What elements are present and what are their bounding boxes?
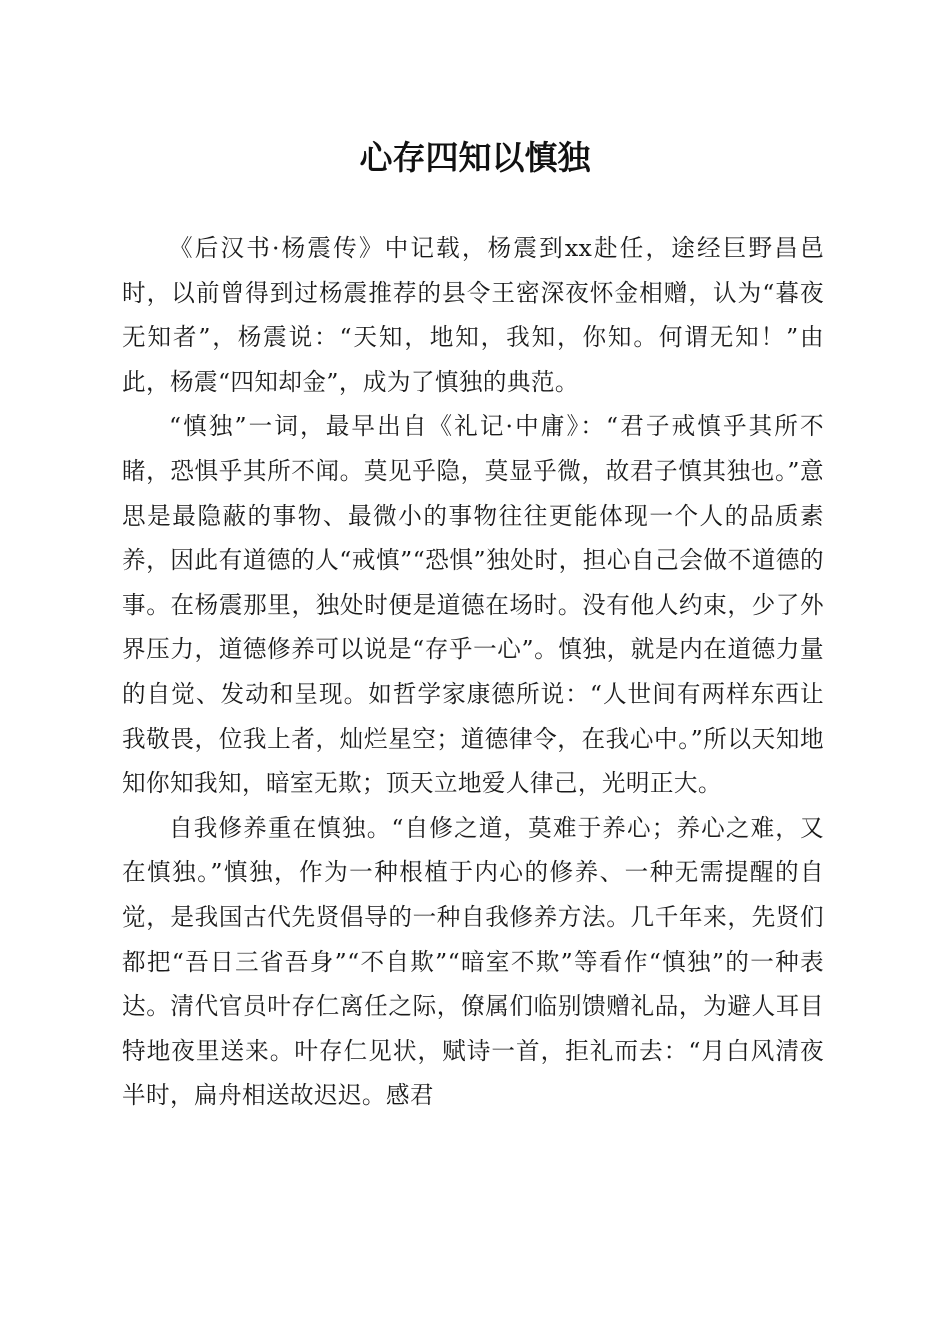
document-body xyxy=(122,226,824,1118)
paragraph-self-cultivation: 自我修养重在慎独。“自修之道，莫难于养心；养心之难，又在慎独。”慎独，作为一种根植于内心的修养、一种无需提醒的自觉，是我国古代先贤倡导的一种自我修养方法。几千年来，先贤们都把“吾日三省吾身”“不自欺”“暗室不欺”等看作“慎独”的一种表达。清代官员叶存仁离任之际，僚属们临别馈赠礼品，为避人耳目特地夜里送来。叶存仁见状，赋诗一首，拒礼而去：“月白风清夜半时，扁舟相送故迟迟。感君 xyxy=(122,813,824,1110)
paragraph-yang-zhen-story: 《后汉书·杨震传》中记载，杨震到xx赴任，途经巨野昌邑时，以前曾得到过杨震推荐的县令王密深夜怀金相赠，认为“暮夜无知者”，杨震说：“天知，地知，我知，你知。何谓无知！”由此，杨震“四知却金”，成为了慎独的典范。 xyxy=(122,234,824,396)
paragraph-shen-du-origin: “慎独”一词，最早出自《礼记·中庸》：“君子戒慎乎其所不睹，恐惧乎其所不闻。莫见乎隐，莫显乎微，故君子慎其独也。”意思是最隐蔽的事物、最微小的事物往往更能体现一个人的品质素养，因此有道德的人“戒慎”“恐惧”独处时，担心自己会做不道德的事。在杨震那里，独处时便是道德在场时。没有他人约束，少了外界压力，道德修养可以说是“存乎一心”。慎独，就是内在道德力量的自觉、发动和呈现。如哲学家康德所说：“人世间有两样东西让我敬畏，位我上者，灿烂星空；道德律令，在我心中。”所以天知地知你知我知，暗室无欺；顶天立地爱人律己，光明正大。 xyxy=(122,412,824,798)
document-title: 心存四知以慎独 xyxy=(359,138,591,177)
